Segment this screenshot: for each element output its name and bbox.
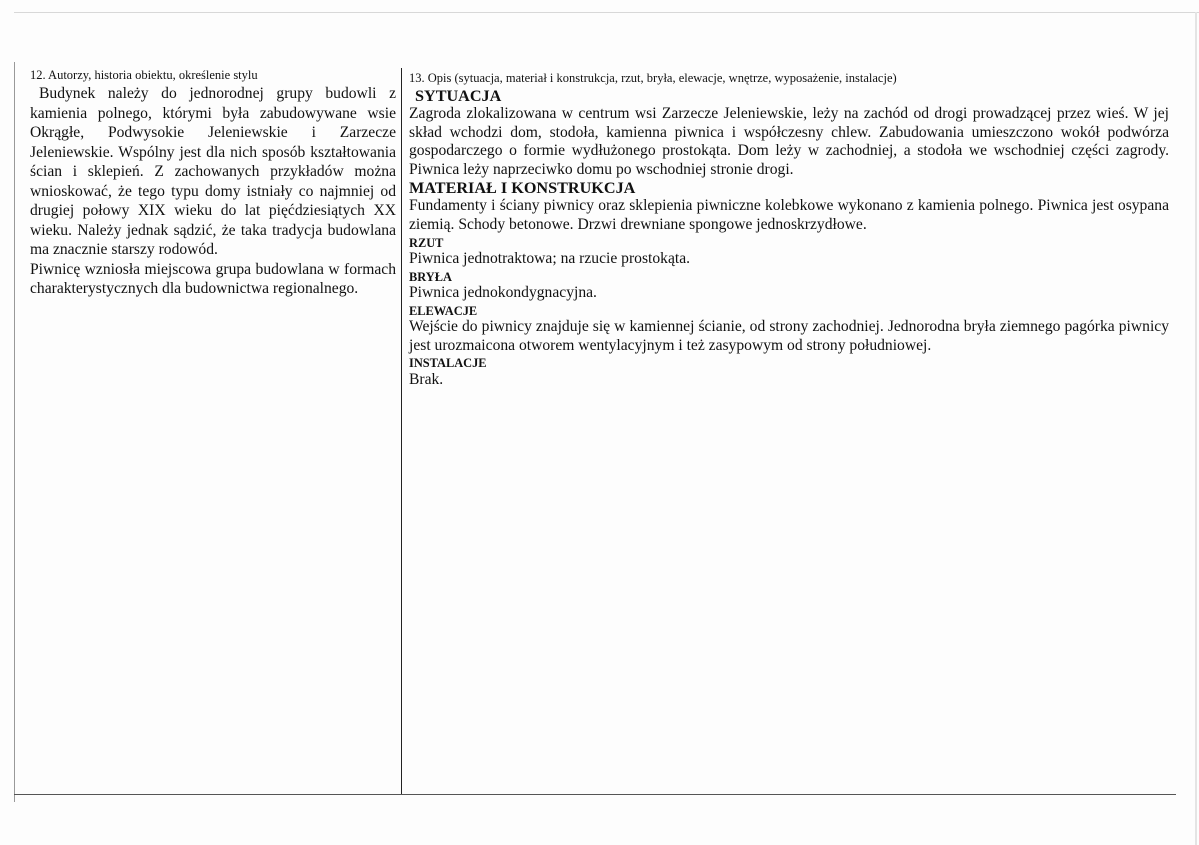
- history-paragraph-2: Piwnicę wzniosła miejscowa grupa budowlana w formach charakterystycznych dla budownictwa regionalnego.: [30, 260, 396, 297]
- section-text-installations: Brak.: [409, 370, 444, 388]
- bottom-border-line: [14, 794, 1176, 795]
- section-heading-material: MATERIAŁ I KONSTRUKCJA: [409, 179, 636, 198]
- section-heading-elevations: ELEWACJE: [409, 303, 478, 318]
- field-12-caption: 12. Autorzy, historia obiektu, określenie stylu: [30, 68, 258, 82]
- column-divider: [401, 68, 402, 794]
- section-heading-situation: SYTUACJA: [415, 87, 502, 105]
- history-paragraph-1: Budynek należy do jednorodnej grupy budowli z kamienia polnego, którymi była zabudowywane wsie Okrągłe, Podwysokie Jeleniewskie i Zarzecze Jeleniewskie. Wspólny jest dla nich sposób kształtowania ścian i sklepień. Z zachowanych przykładów można wnioskować, że tego typu domy istniały co najmniej od drugiej połowy XIX wieku do lat pięćdziesiątych XX wieku. Należy jednak sądzić, że taka tradycja budowlana ma znacznie starszy rodowód.: [30, 85, 396, 258]
- section-text-plan: Piwnica jednotraktowa; na rzucie prostokąta.: [409, 250, 691, 268]
- section-heading-plan: RZUT: [409, 235, 444, 250]
- description-column: [409, 71, 1169, 390]
- page-right-edge: [1195, 12, 1197, 845]
- section-text-massing: Piwnica jednokondygnacyjna.: [409, 284, 597, 302]
- section-text-material: Fundamenty i ściany piwnicy oraz sklepienia piwniczne kolebkowe wykonano z kamienia polnego. Piwnica jest osypana ziemią. Schody betonowe. Drzwi drewniane spongowe jednoskrzydłowe.: [409, 197, 1169, 233]
- section-text-situation: Zagroda zlokalizowana w centrum wsi Zarzecze Jeleniewskie, leży na zachód od drogi prowadzącej przez wieś. W jej skład wchodzi dom, stodoła, kamienna piwnica i współczesny chlew. Zabudowania umieszczono wokół podwórza gospodarczego o formie wydłużonego prostokąta. Dom leży w zachodniej, a stodoła we wschodniej części zagrody. Piwnica leży naprzeciwko domu po wschodniej stronie drogi.: [409, 105, 1169, 178]
- section-heading-installations: INSTALACJE: [409, 356, 487, 371]
- left-border-line: [14, 62, 15, 802]
- field-13-caption: 13. Opis (sytuacja, materiał i konstrukcja, rzut, bryła, elewacje, wnętrze, wyposażenie, instalacje): [409, 71, 897, 85]
- section-text-elevations: Wejście do piwnicy znajduje się w kamiennej ścianie, od strony zachodniej. Jednorodna bryła ziemnego pagórka piwnicy jest urozmaicona otworem wentylacyjnym i też zasypowym od strony południowej.: [409, 318, 1169, 354]
- history-column: [30, 68, 396, 299]
- section-heading-massing: BRYŁA: [409, 269, 452, 284]
- page-top-edge: [14, 12, 1199, 13]
